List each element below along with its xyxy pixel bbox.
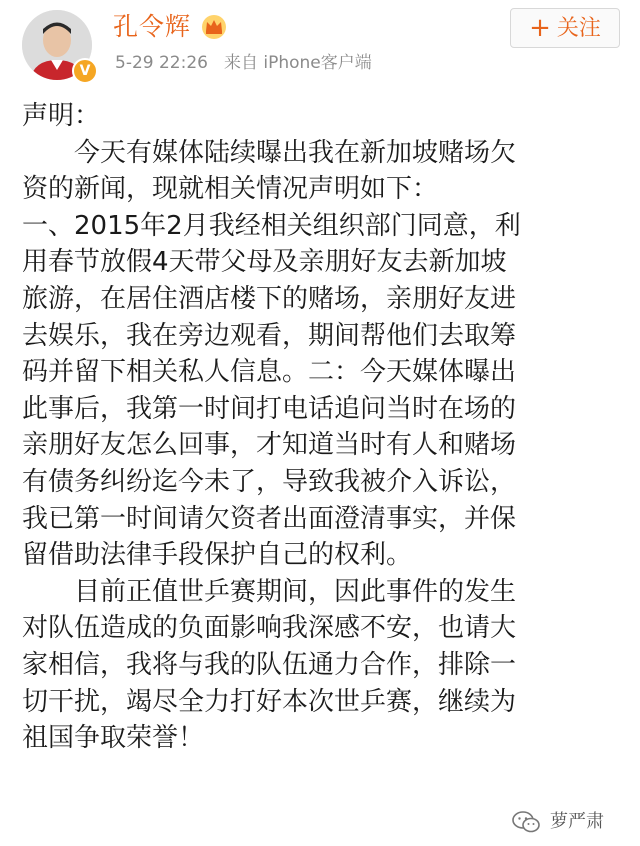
post-meta [115,52,372,74]
content-line: 此事后，我第一时间打电话追问当时在场的 [22,393,517,424]
content-line: 一、2015年2月我经相关组织部门同意，利 [22,210,521,241]
content-line: 旅游，在居住酒店楼下的赌场，亲朋好友进 [22,283,517,314]
content-line: 用春节放假4天带父母及亲朋好友去新加坡 [22,247,507,278]
plus-icon: + [529,13,551,43]
verified-badge-icon: V [72,58,98,84]
content-line: 有债务纠纷迄今未了，导致我被介入诉讼， [22,466,517,497]
content-line: 留借助法律手段保护自己的权利。 [22,540,413,571]
content-line: 声明： [22,101,101,131]
content-line: 切干扰，竭尽全力打好本次世乒赛，继续为 [22,686,517,717]
content-line: 今天有媒体陆续曝出我在新加坡赌场欠 [22,137,517,168]
user-name[interactable]: 孔令辉 [113,12,192,41]
content-line: 目前正值世乒赛期间，因此事件的发生 [22,576,517,607]
content-line: 资的新闻，现就相关情况声明如下： [22,174,439,205]
content-line: 对队伍造成的负面影响我深感不安，也请大 [22,613,517,644]
content-line: 我已第一时间请欠资者出面澄清事实，并保 [22,503,517,534]
content-line: 亲朋好友怎么回事，才知道当时有人和赌场 [22,430,517,461]
content-line: 家相信，我将与我的队伍通力合作，排除一 [22,649,517,680]
post-source[interactable]: 来自 iPhone客户端 [223,53,372,73]
watermark-text: 萝严肃 [550,811,604,832]
crown-icon [200,12,228,40]
post-content [22,98,627,757]
follow-label: 关注 [556,16,601,41]
content-line: 码并留下相关私人信息。二：今天媒体曝出 [22,357,517,388]
wechat-icon [512,810,540,834]
post-time: 5-29 22:26 [115,53,208,73]
post-header [0,0,640,92]
follow-button[interactable] [510,8,620,48]
content-line: 祖国争取荣誉！ [22,723,205,754]
content-line: 去娱乐，我在旁边观看，期间帮他们去取筹 [22,320,517,351]
